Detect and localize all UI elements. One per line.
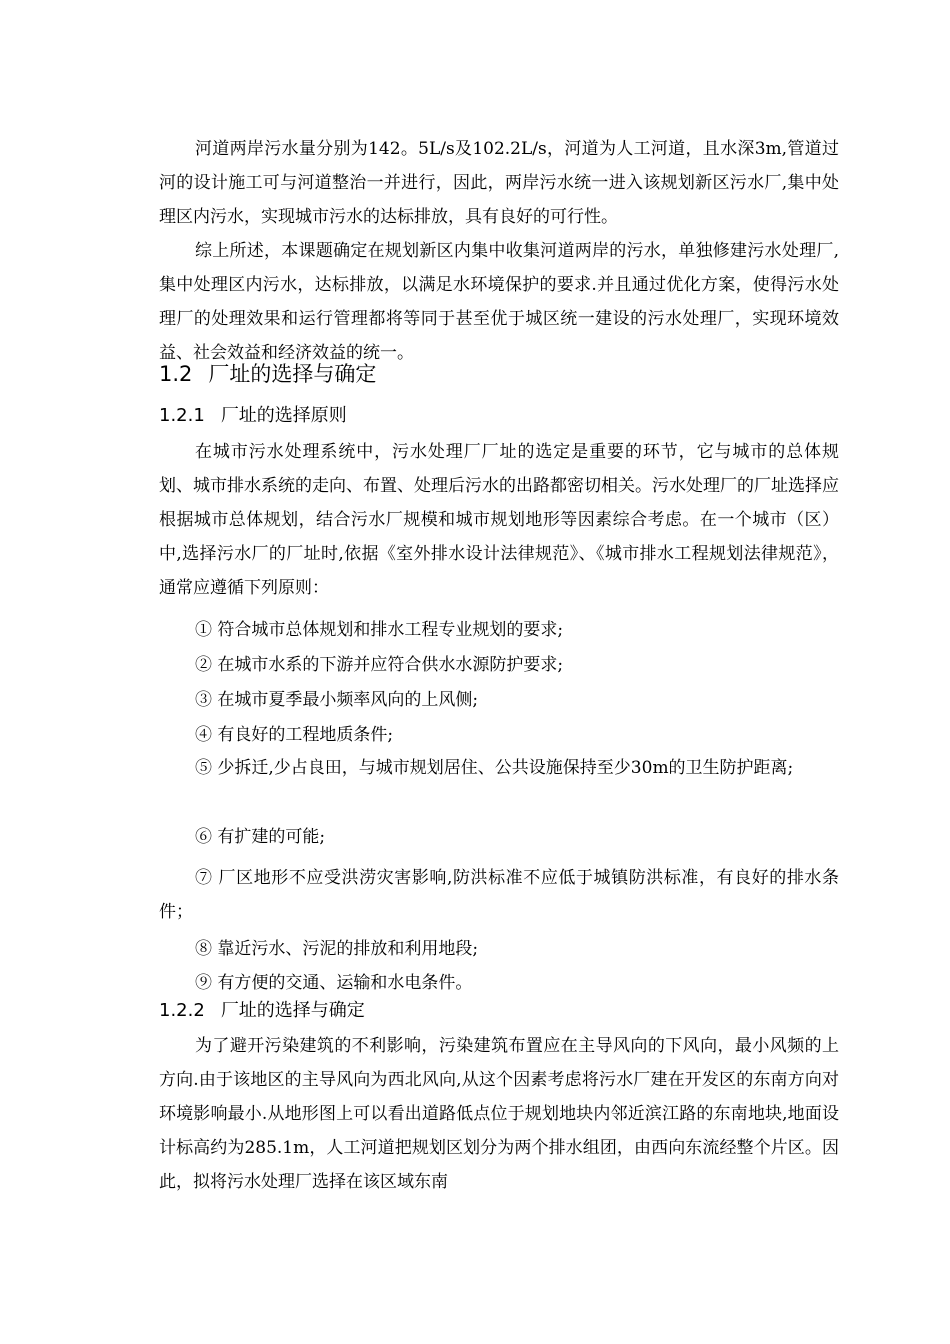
- paragraph-wastewater-volume: 河道两岸污水量分别为142。5L/s及102.2L/s，河道为人工河道，且水深3m,管道过河的设计施工可与河道整治一并进行，因此，两岸污水统一进入该规划新区污水厂,集中处理区内污水，实现城市污水的达标排放，具有良好的可行性。: [159, 139, 839, 227]
- section-number: 1.2.2: [159, 1000, 205, 1021]
- list-item-principle-5: ⑤ 少拆迁,少占良田，与城市规划居住、公共设施保持至少30m的卫生防护距离;: [195, 758, 794, 778]
- section-title: 厂址的选择与确定: [220, 1000, 365, 1021]
- list-item-principle-7: ⑦ 厂区地形不应受洪涝灾害影响,防洪标准不应低于城镇防洪标准，有良好的排水条件；: [159, 868, 839, 922]
- section-heading-1-2-2: [159, 997, 365, 1025]
- paragraph-site-selection-intro: 在城市污水处理系统中，污水处理厂厂址的选定是重要的环节，它与城市的总体规划、城市排水系统的走向、布置、处理后污水的出路都密切相关。污水处理厂的厂址选择应根据城市总体规划，结合污水厂规模和城市规划地形等因素综合考虑。在一个城市（区）中,选择污水厂的厂址时,依据《室外排水设计法律规范》、《城市排水工程规划法律规范》，通常应遵循下列原则：: [159, 442, 839, 598]
- list-item-principle-2: ② 在城市水系的下游并应符合供水水源防护要求;: [195, 655, 564, 675]
- paragraph-summary: 综上所述，本课题确定在规划新区内集中收集河道两岸的污水，单独修建污水处理厂,集中处理区内污水，达标排放，以满足水环境保护的要求.并且通过优化方案，使得污水处理厂的处理效果和运行管理都将等同于甚至优于城区统一建设的污水处理厂，实现环境效益、社会效益和经济效益的统一。: [159, 241, 839, 363]
- list-item-principle-6: ⑥ 有扩建的可能;: [195, 827, 326, 847]
- section-heading-1-2: [159, 359, 376, 389]
- section-number: 1.2.1: [159, 405, 205, 426]
- section-title: 厂址的选择原则: [220, 405, 347, 426]
- list-item-principle-4: ④ 有良好的工程地质条件;: [195, 725, 394, 745]
- list-item-principle-8: ⑧ 靠近污水、污泥的排放和利用地段;: [195, 939, 479, 959]
- list-item-principle-9: ⑨ 有方便的交通、运输和水电条件。: [195, 973, 473, 993]
- list-item-principle-3: ③ 在城市夏季最小频率风向的上风侧;: [195, 690, 479, 710]
- list-item-principle-1: ① 符合城市总体规划和排水工程专业规划的要求;: [195, 620, 564, 640]
- section-number: 1.2: [159, 362, 193, 386]
- paragraph-site-determination: 为了避开污染建筑的不利影响，污染建筑布置应在主导风向的下风向，最小风频的上方向.由于该地区的主导风向为西北风向,从这个因素考虑将污水厂建在开发区的东南方向对环境影响最小.从地形图上可以看出道路低点位于规划地块内邻近滨江路的东南地块,地面设计标高约为285.1m，人工河道把规划区划分为两个排水组团，由西向东流经整个片区。因此，拟将污水处理厂选择在该区域东南: [159, 1036, 839, 1192]
- section-title: 厂址的选择与确定: [208, 362, 377, 386]
- section-heading-1-2-1: [159, 402, 347, 430]
